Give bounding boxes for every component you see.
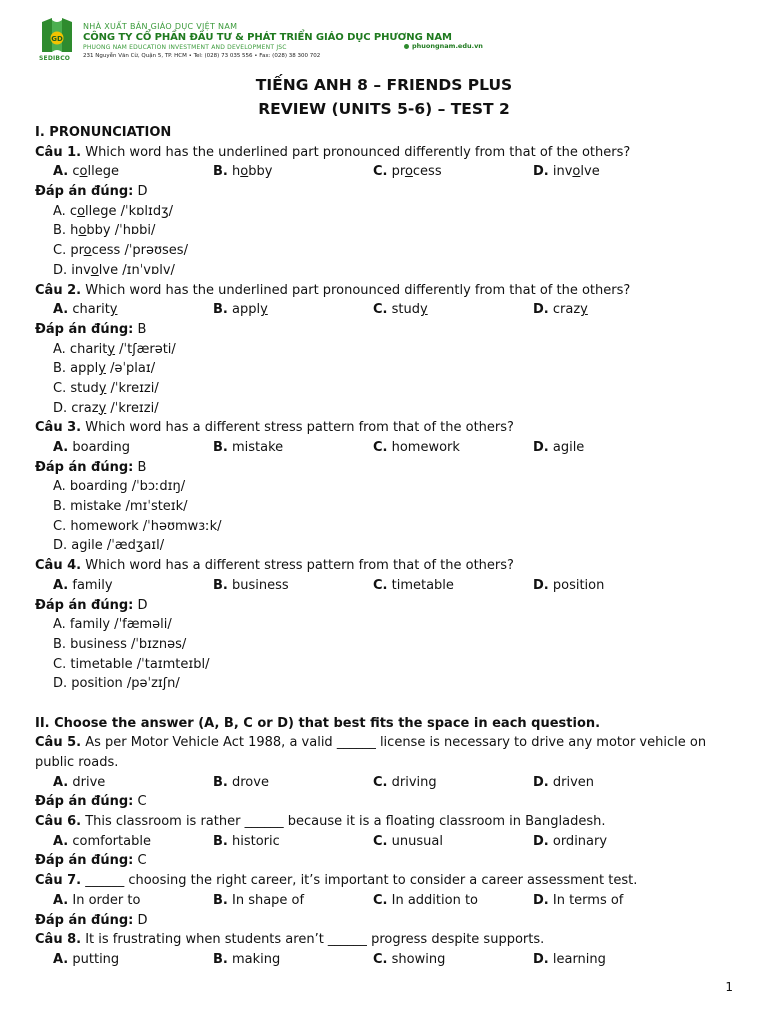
svg-text:GD: GD	[51, 35, 63, 43]
explanation-line: D. position /pəˈzɪʃn/	[53, 676, 180, 692]
explanation-line: A. college /ˈkɒlɪdʒ/	[53, 203, 173, 219]
document-title: TIẾNG ANH 8 – FRIENDS PLUS	[255, 76, 513, 94]
option-c[interactable]: C. study	[373, 302, 428, 318]
option-d[interactable]: D. In terms of	[533, 892, 624, 908]
option-c[interactable]: C. timetable	[373, 577, 454, 593]
options-row	[35, 576, 735, 596]
option-a[interactable]: A. putting	[53, 951, 120, 967]
option-a[interactable]: A. In order to	[53, 892, 141, 908]
website-link[interactable]	[404, 42, 483, 50]
option-b[interactable]: B. making	[213, 951, 281, 967]
options-row	[35, 162, 735, 182]
option-d[interactable]: D. driven	[533, 774, 595, 790]
options-row	[35, 300, 735, 320]
option-b[interactable]: B. mistake	[213, 440, 284, 455]
answer-label: Đáp án đúng:	[35, 184, 134, 200]
question-text: As per Motor Vehicle Act 1988, a valid ______ license is necessary to drive any motor vehicle on public roads.	[35, 735, 707, 771]
question-number: Câu 8.	[35, 932, 82, 948]
option-b[interactable]: B. apply	[213, 302, 268, 318]
option-b[interactable]: B. business	[213, 577, 289, 593]
question-number: Câu 6.	[35, 814, 82, 830]
explanation-line: D. involve /ɪnˈvɒlv/	[53, 262, 175, 278]
question	[35, 930, 735, 950]
option-b[interactable]: B. hobby	[213, 164, 273, 180]
page-number: 1	[725, 980, 733, 994]
option-a[interactable]: A. family	[53, 577, 113, 593]
question-number: Câu 2.	[35, 282, 82, 298]
options-row	[35, 891, 735, 911]
globe-icon	[404, 44, 409, 49]
option-a[interactable]: A. college	[53, 164, 119, 180]
answer-label: Đáp án đúng:	[35, 912, 134, 928]
publisher-header	[38, 18, 452, 64]
option-a[interactable]: A. boarding	[53, 440, 131, 455]
answer-label: Đáp án đúng:	[35, 794, 134, 810]
website-text: phuongnam.edu.vn	[412, 42, 483, 50]
question-number: Câu 4.	[35, 558, 82, 574]
answer-line	[35, 320, 735, 340]
logo-caption: SEDIBCO	[39, 55, 71, 62]
question	[35, 556, 735, 576]
options-row	[35, 438, 735, 458]
answer-value: D	[133, 597, 148, 613]
question	[35, 143, 735, 163]
question-text: It is frustrating when students aren’t ______ progress despite supports.	[81, 932, 545, 948]
explanation-line: B. mistake /mɪˈsteɪk/	[53, 499, 188, 515]
explanation-line: A. family /ˈfæməli/	[53, 617, 172, 633]
answer-line	[35, 458, 735, 478]
answer-label: Đáp án đúng:	[35, 459, 134, 475]
option-b[interactable]: B. In shape of	[213, 892, 305, 908]
answer-label: Đáp án đúng:	[35, 597, 134, 613]
option-d[interactable]: D. agile	[533, 440, 585, 455]
answer-label: Đáp án đúng:	[35, 853, 134, 869]
question-number: Câu 7.	[35, 873, 82, 889]
option-d[interactable]: D. ordinary	[533, 833, 608, 849]
explanation-line: A. charity /ˈtʃærəti/	[53, 341, 176, 357]
answer-value: B	[133, 459, 147, 475]
question-number: Câu 1.	[35, 144, 82, 160]
option-c[interactable]: C. unusual	[373, 833, 443, 849]
explanation-line: A. boarding /ˈbɔːdɪŋ/	[53, 479, 186, 495]
answer-value: D	[133, 912, 148, 928]
company-name: CÔNG TY CỔ PHẦN ĐẦU TƯ & PHÁT TRIỂN GIÁO DỤC PHƯƠNG NAM	[83, 32, 452, 43]
company-address: 231 Nguyễn Văn Cừ, Quận 5, TP. HCM • Tel: (028) 73 035 556 • Fax: (028) 38 300 702	[83, 53, 321, 59]
question-number: Câu 5.	[35, 735, 82, 751]
explanation-line: B. business /ˈbɪznəs/	[53, 636, 187, 652]
answer-value: C	[133, 853, 147, 869]
options-row	[35, 950, 735, 970]
question	[35, 418, 735, 438]
answer-value: C	[133, 794, 147, 810]
option-b[interactable]: B. historic	[213, 833, 280, 849]
option-d[interactable]: D. learning	[533, 951, 606, 967]
answer-line	[35, 792, 735, 812]
options-row	[35, 773, 735, 793]
option-b[interactable]: B. drove	[213, 774, 269, 790]
answer-value: B	[133, 321, 147, 337]
option-c[interactable]: C. In addition to	[373, 892, 478, 908]
test-content	[35, 123, 735, 970]
option-c[interactable]: C. process	[373, 164, 442, 180]
question-text: Which word has the underlined part pronounced differently from that of the others?	[81, 282, 631, 298]
publisher-name: NHÀ XUẤT BẢN GIÁO DỤC VIỆT NAM	[83, 22, 238, 31]
section-heading: II. Choose the answer (A, B, C or D) that best fits the space in each question.	[35, 715, 601, 731]
explanation-line: C. homework /ˈhəʊmwɜːk/	[53, 518, 222, 534]
answer-line	[35, 596, 735, 616]
question	[35, 733, 735, 772]
question	[35, 871, 735, 891]
question	[35, 812, 735, 832]
question-number: Câu 3.	[35, 420, 82, 436]
answer-line	[35, 911, 735, 931]
options-row	[35, 832, 735, 852]
document-subtitle: REVIEW (UNITS 5-6) – TEST 2	[258, 100, 510, 118]
answer-line	[35, 851, 735, 871]
explanation-line: B. apply /əˈplaɪ/	[53, 361, 156, 377]
option-d[interactable]: D. involve	[533, 164, 600, 180]
option-c[interactable]: C. showing	[373, 951, 446, 967]
question-text: ______ choosing the right career, it’s important to consider a career assessment test.	[81, 873, 638, 889]
explanation-line: C. process /ˈprəʊses/	[53, 243, 188, 259]
question-text: Which word has the underlined part pronounced differently from that of the others?	[81, 144, 631, 160]
question-text: This classroom is rather ______ because it is a floating classroom in Bangladesh.	[81, 814, 606, 830]
answer-value: D	[133, 184, 148, 200]
explanation-line: D. agile /ˈædʒaɪl/	[53, 538, 165, 554]
option-c[interactable]: C. homework	[373, 440, 460, 455]
company-name-english: PHUONG NAM EDUCATION INVESTMENT AND DEVELOPMENT JSC	[83, 44, 287, 51]
option-d[interactable]: D. position	[533, 577, 605, 593]
option-a[interactable]: A. drive	[53, 774, 106, 790]
option-c[interactable]: C. driving	[373, 774, 437, 790]
option-a[interactable]: A. comfortable	[53, 833, 151, 849]
spacer	[35, 694, 735, 714]
question	[35, 281, 735, 301]
explanation-line: C. study /ˈkreɪzi/	[53, 380, 159, 396]
question-text: Which word has a different stress pattern from that of the others?	[81, 420, 514, 436]
option-d[interactable]: D. crazy	[533, 302, 588, 318]
section-heading: I. PRONUNCIATION	[35, 125, 172, 140]
explanation-line: C. timetable /ˈtaɪmteɪbl/	[53, 656, 210, 672]
explanation-line: D. crazy /ˈkreɪzi/	[53, 400, 159, 416]
answer-label: Đáp án đúng:	[35, 321, 134, 337]
option-a[interactable]: A. charity	[53, 302, 118, 318]
answer-line	[35, 182, 735, 202]
explanation-line: B. hobby /ˈhɒbi/	[53, 223, 156, 239]
question-text: Which word has a different stress pattern from that of the others?	[81, 558, 514, 574]
